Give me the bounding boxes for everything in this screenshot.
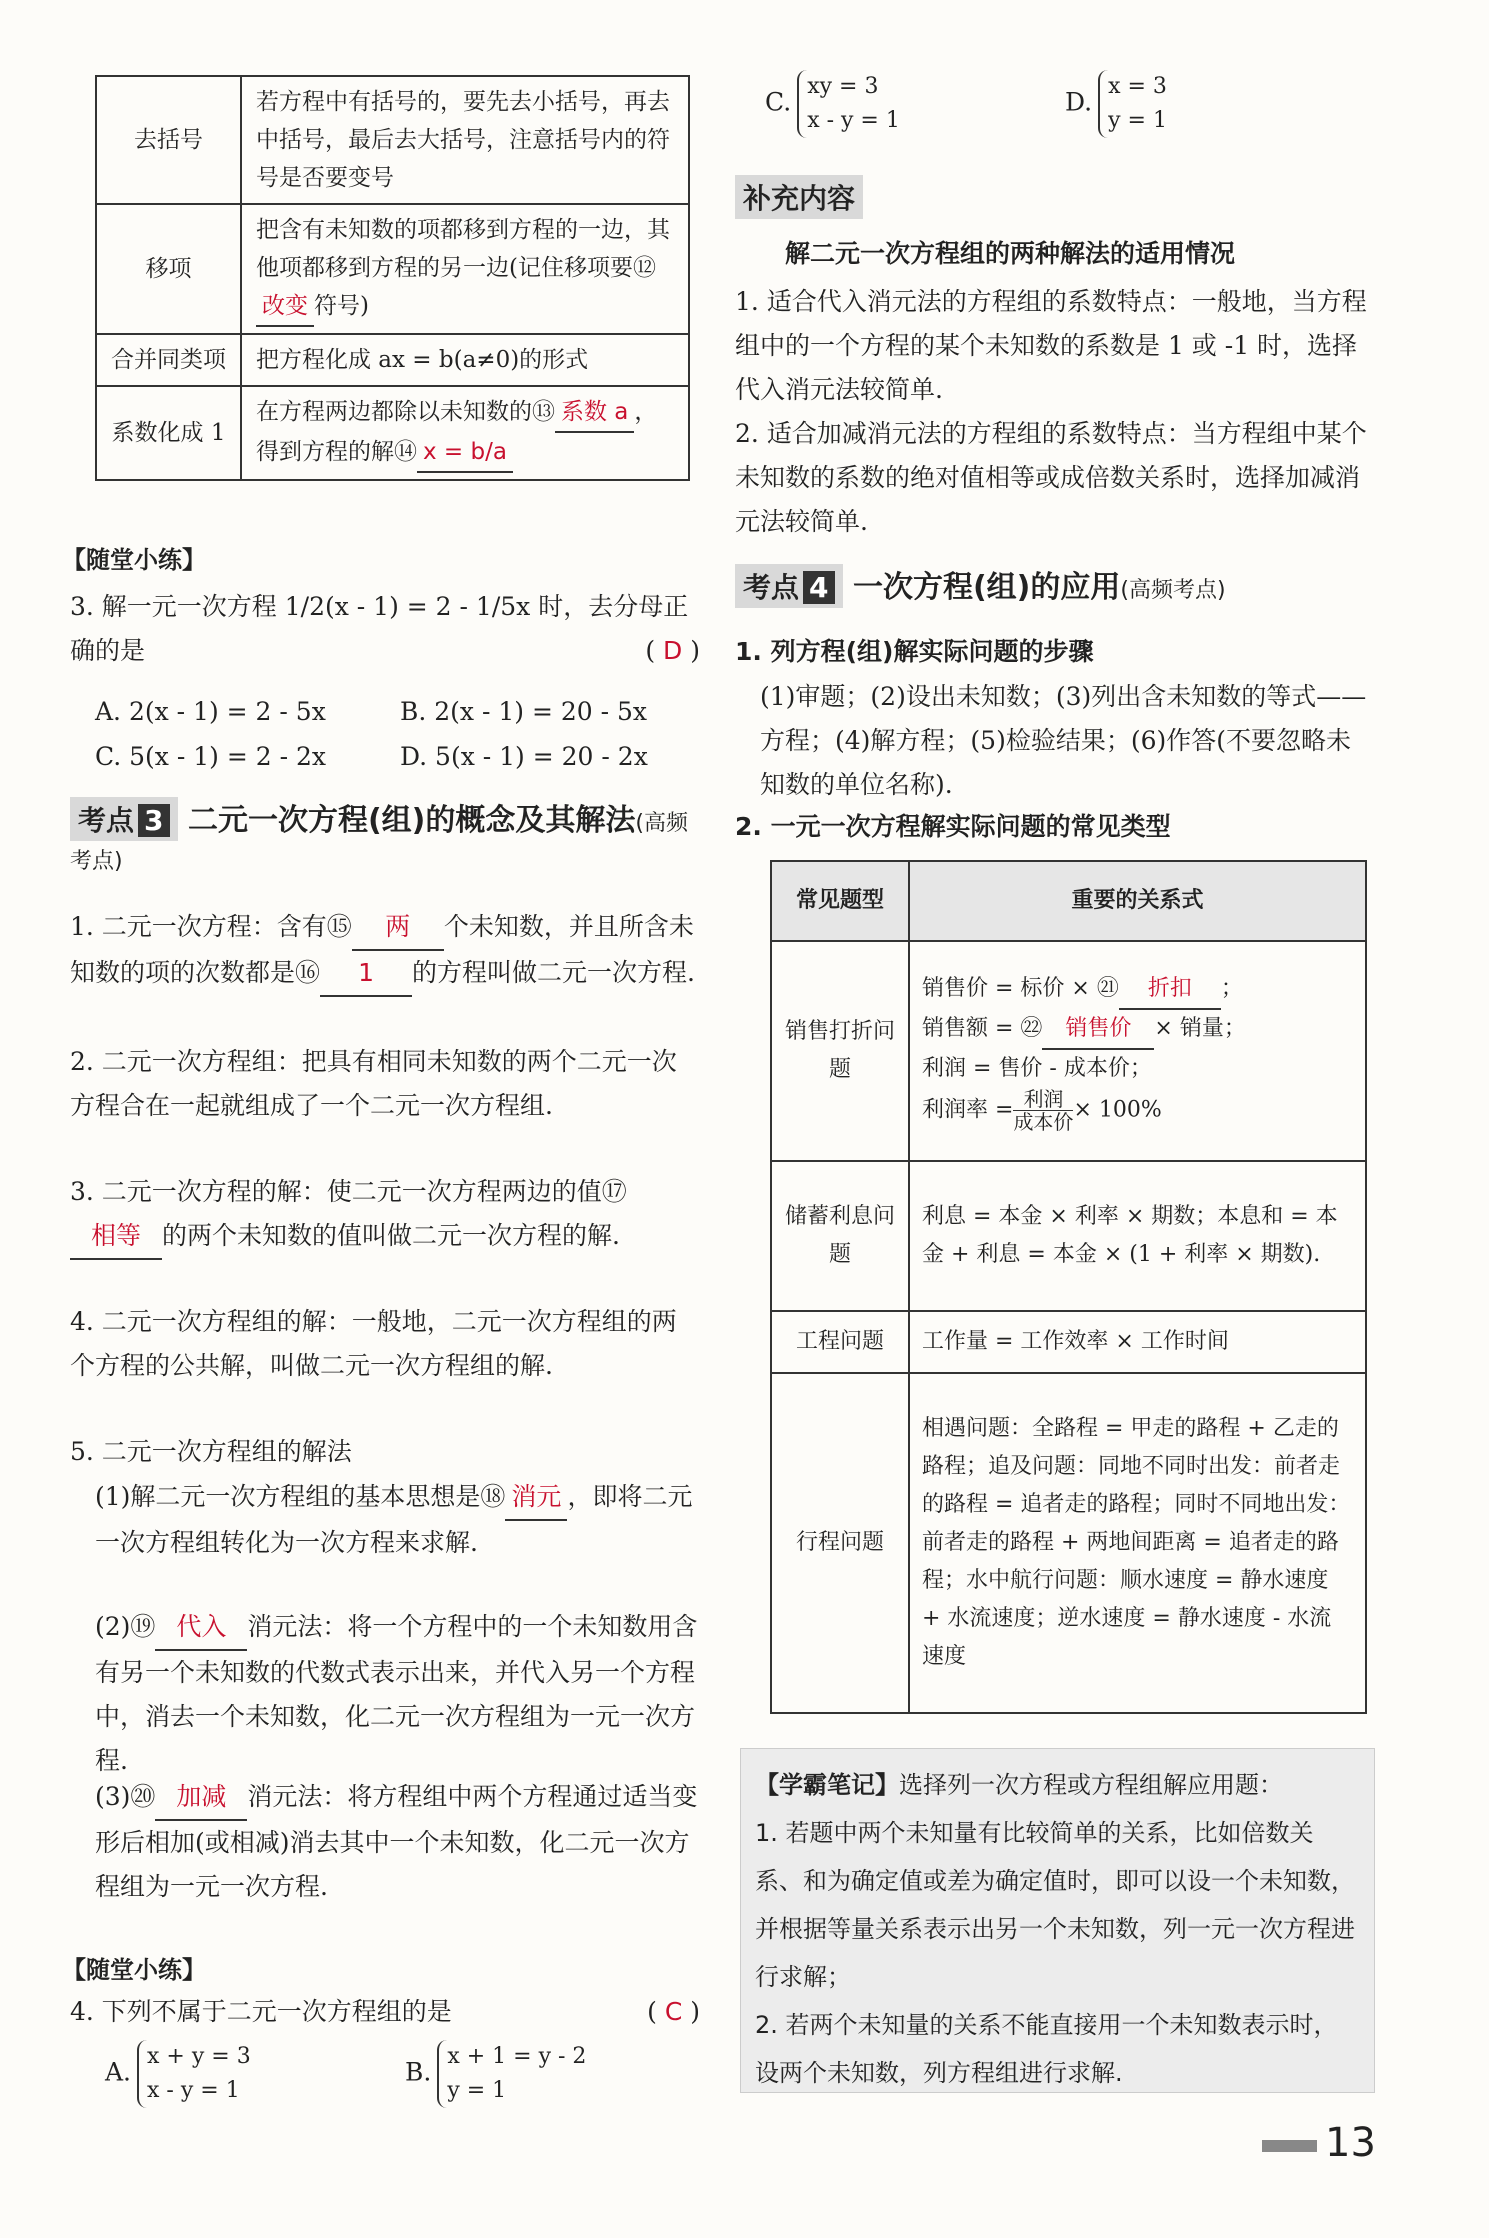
- equation: xy = 3: [807, 74, 879, 99]
- answer-blank: 销售价: [1042, 1010, 1154, 1050]
- equation-system: [1098, 70, 1167, 138]
- answer-blank: 折扣: [1119, 970, 1221, 1010]
- note-label: 【学霸笔记】: [755, 1771, 899, 1799]
- table-header-row: [771, 861, 1366, 941]
- kp4-item-1: 1. 列方程(组)解实际问题的步骤: [735, 637, 1094, 666]
- text: (3)⑳: [95, 1782, 156, 1811]
- section-kp4-title: [735, 562, 1375, 608]
- solving-steps-table: [95, 75, 690, 481]
- table-cell: 利息 = 本金 × 利率 × 期数；本息和 = 本金 + 利息 = 本金 × (1 + 利率 × 期数).: [909, 1161, 1366, 1311]
- text: 3. 二元一次方程的解：使二元一次方程两边的值⑰: [70, 1177, 627, 1206]
- kp3-item-3: [70, 1170, 700, 1260]
- study-note: [740, 1748, 1375, 2093]
- text: 个未知数，并且所含未知数的项的次数都是⑯: [70, 912, 694, 987]
- section-kp3-title: [70, 795, 700, 876]
- text: 的两个未知数的值叫做二元一次方程的解.: [162, 1221, 620, 1250]
- equation: x - y = 1: [147, 2078, 240, 2103]
- formula-line: [922, 1088, 1353, 1133]
- tag-num: 3: [138, 804, 169, 837]
- answer-blank: 消元: [505, 1475, 567, 1521]
- text: 消元法：将一个方程中的一个未知数用含有另一个未知数的代数式表示出来，并代入另一个方程中，消去一个未知数，化二元一次方程组为一元一次方程.: [95, 1612, 698, 1775]
- text: 的方程叫做二元一次方程.: [412, 958, 695, 987]
- tag-text: 考点: [78, 804, 135, 837]
- text: ，得到方程的解⑭: [256, 399, 658, 465]
- kp3-item-4: 4. 二元一次方程组的解：一般地，二元一次方程组的两个方程的公共解，叫做二元一次方程组的解.: [70, 1307, 677, 1380]
- text: 符号): [314, 293, 369, 319]
- equation: x - y = 1: [807, 108, 900, 133]
- table-cell: 工程问题: [771, 1311, 909, 1373]
- formula-line: [922, 970, 1353, 1010]
- kp3-item-2: 2. 二元一次方程组：把具有相同未知数的两个二元一次方程合在一起就组成了一个二元一次方程组.: [70, 1047, 677, 1120]
- equation: x = 3: [1108, 74, 1167, 99]
- section-title: 一次方程(组)的应用: [852, 570, 1121, 605]
- kp-tag: [735, 564, 843, 608]
- kp4-item-1-body: (1)审题；(2)设出未知数；(3)列出含未知数的等式——方程；(4)解方程；(5)检验结果；(6)作答(不要忽略未知数的单位名称).: [760, 682, 1367, 799]
- text: (2)⑲: [95, 1612, 156, 1641]
- table-row: [96, 386, 689, 480]
- table-row: [771, 1373, 1366, 1713]
- table-cell: 把方程化成 ax = b(a≠0)的形式: [241, 334, 689, 386]
- table-cell: [241, 204, 689, 334]
- option-b: B. 2(x - 1) = 20 - 5x: [400, 697, 648, 726]
- page-number: 13: [1325, 2120, 1376, 2166]
- option-a: A.x + y = 3 x - y = 1: [105, 2040, 251, 2108]
- arrow-icon: [1262, 2140, 1317, 2152]
- kp-tag: [70, 797, 178, 841]
- equation: x + y = 3: [147, 2044, 251, 2069]
- option-d: D. 5(x - 1) = 20 - 2x: [400, 742, 648, 771]
- kp3-step-1: [95, 1475, 700, 1565]
- table-row: [96, 204, 689, 334]
- kp3-item-5: 5. 二元一次方程组的解法: [70, 1437, 352, 1466]
- option-d: D.x = 3 y = 1: [1065, 70, 1167, 138]
- table-cell: 若方程中有括号的，要先去小括号，再去中括号，最后去大括号，注意括号内的符号是否要变号: [241, 76, 689, 204]
- table-row: [771, 941, 1366, 1161]
- answer-blank: 两: [352, 905, 444, 951]
- table-cell: 系数化成 1: [96, 386, 241, 480]
- table-cell: 销售打折问题: [771, 941, 909, 1161]
- table-row: [771, 1161, 1366, 1311]
- answer: D: [663, 636, 683, 665]
- table-header: 常见题型: [771, 861, 909, 941]
- supplement-p1: 1. 适合代入消元法的方程组的系数特点：一般地，当方程组中的一个方程的某个未知数的系数是 1 或 -1 时，选择代入消元法较简单.: [735, 287, 1367, 404]
- tag-text: 补充内容: [735, 175, 863, 219]
- table-header: 重要的关系式: [909, 861, 1366, 941]
- equation-system: [437, 2040, 586, 2108]
- equation-system: [137, 2040, 251, 2108]
- tag-num: 4: [803, 571, 834, 604]
- answer-blank: 相等: [70, 1214, 162, 1260]
- table-cell: 相遇问题：全路程 = 甲走的路程 + 乙走的路程；追及问题：同地不同时出发：前者走的路程 = 追者走的路程；同时不同地出发：前者走的路程 + 两地间距离 = 追者走的路程；水中航行问题：顺水速度 = 静水速度 + 水流速度；逆水速度 = 静水速度 - 水流速度: [909, 1373, 1366, 1713]
- table-cell: 移项: [96, 204, 241, 334]
- text: 销售价 = 标价 × ㉑: [922, 975, 1119, 1001]
- question-4: [70, 1990, 700, 2034]
- answer-blank: 改变: [256, 287, 314, 327]
- table-cell: 工作量 = 工作效率 × 工作时间: [909, 1311, 1366, 1373]
- table-row: [96, 334, 689, 386]
- text: 在方程两边都除以未知数的⑬: [256, 399, 555, 425]
- option-a: A. 2(x - 1) = 2 - 5x: [95, 697, 326, 726]
- equation-system: [797, 70, 900, 138]
- text: 消元法：将方程组中两个方程通过适当变形后相加(或相减)消去其中一个未知数，化二元一次方程组为一元一次方程.: [95, 1782, 698, 1901]
- supplement-tag: [735, 175, 863, 219]
- equation: x + 1 = y - 2: [447, 2044, 587, 2069]
- equation: y = 1: [1108, 108, 1167, 133]
- note-p1: 1. 若题中两个未知量有比较简单的关系，比如倍数关系、和为确定值或差为确定值时，即可以设一个未知数，并根据等量关系表示出另一个未知数，列一元一次方程进行求解；: [755, 1819, 1355, 1991]
- question-text: 4. 下列不属于二元一次方程组的是: [70, 1997, 452, 2026]
- kp4-item-2: 2. 一元一次方程解实际问题的常见类型: [735, 812, 1171, 841]
- text: 利润率 =: [922, 1097, 1014, 1122]
- text: × 销量；: [1154, 1015, 1246, 1041]
- section-sub: (高频考点): [1120, 578, 1226, 603]
- text: 把含有未知数的项都移到方程的一边，其他项都移到方程的另一边(记住移项要⑫: [256, 217, 670, 281]
- answer-blank: 1: [320, 951, 412, 997]
- question-text: 3. 解一元一次方程 1/2(x - 1) = 2 - 1/5x 时，去分母正确的是: [70, 592, 689, 665]
- kp3-step-3: [95, 1775, 700, 1909]
- question-3: [70, 585, 700, 673]
- table-row: [96, 76, 689, 204]
- option-c: C. 5(x - 1) = 2 - 2x: [95, 742, 326, 771]
- text: (1)解二元一次方程组的基本思想是⑱: [95, 1482, 506, 1511]
- option-c: C.xy = 3 x - y = 1: [765, 70, 900, 138]
- answer-blank: 加减: [155, 1775, 247, 1821]
- kp3-item-1: [70, 905, 700, 997]
- numerator: 利润: [1013, 1088, 1073, 1111]
- answer-blank: x = b/a: [417, 433, 513, 473]
- tag-text: 考点: [743, 571, 800, 604]
- practice-label: 【随堂小练】: [62, 546, 206, 574]
- formula-line: 利润 = 售价 - 成本价；: [922, 1055, 1152, 1081]
- answer: C: [664, 1997, 683, 2026]
- table-row: [771, 1311, 1366, 1373]
- section-title: 二元一次方程(组)的概念及其解法: [187, 803, 636, 838]
- table-cell: 储蓄利息问题: [771, 1161, 909, 1311]
- table-cell: [909, 941, 1366, 1161]
- table-cell: 去括号: [96, 76, 241, 204]
- section-sub: (高频考点): [70, 811, 688, 874]
- problem-types-table: [770, 860, 1367, 1714]
- answer-blank: 系数 a: [555, 393, 634, 433]
- answer-paren: ( C ): [647, 1997, 700, 2026]
- fraction: [1013, 1088, 1073, 1133]
- table-cell: 合并同类项: [96, 334, 241, 386]
- supplement-p2: 2. 适合加减消元法的方程组的系数特点：当方程组中某个未知数的系数的绝对值相等或成倍数关系时，选择加减消元法较简单.: [735, 419, 1367, 536]
- answer-blank: 代入: [155, 1605, 247, 1651]
- note-p2: 2. 若两个未知量的关系不能直接用一个未知数表示时，设两个未知数，列方程组进行求解.: [755, 2011, 1338, 2087]
- text: ，即将二元一次方程组转化为一次方程来求解.: [95, 1482, 693, 1557]
- denominator: 成本价: [1013, 1109, 1074, 1134]
- kp3-step-2: [95, 1605, 700, 1783]
- text: × 100%: [1073, 1097, 1162, 1122]
- option-b: B.x + 1 = y - 2 y = 1: [405, 2040, 586, 2108]
- note-intro: 选择列一次方程或方程组解应用题：: [899, 1771, 1283, 1799]
- text: ；: [1220, 975, 1243, 1001]
- answer-paren: ( D ): [645, 636, 700, 665]
- formula-line: [922, 1010, 1353, 1050]
- supplement-title: 解二元一次方程组的两种解法的适用情况: [785, 239, 1236, 268]
- text: 1. 二元一次方程：含有⑮: [70, 912, 352, 941]
- text: 销售额 = ㉒: [922, 1015, 1043, 1041]
- equation: y = 1: [447, 2078, 507, 2103]
- table-cell: [241, 386, 689, 480]
- table-cell: 行程问题: [771, 1373, 909, 1713]
- practice-label: 【随堂小练】: [62, 1956, 206, 1984]
